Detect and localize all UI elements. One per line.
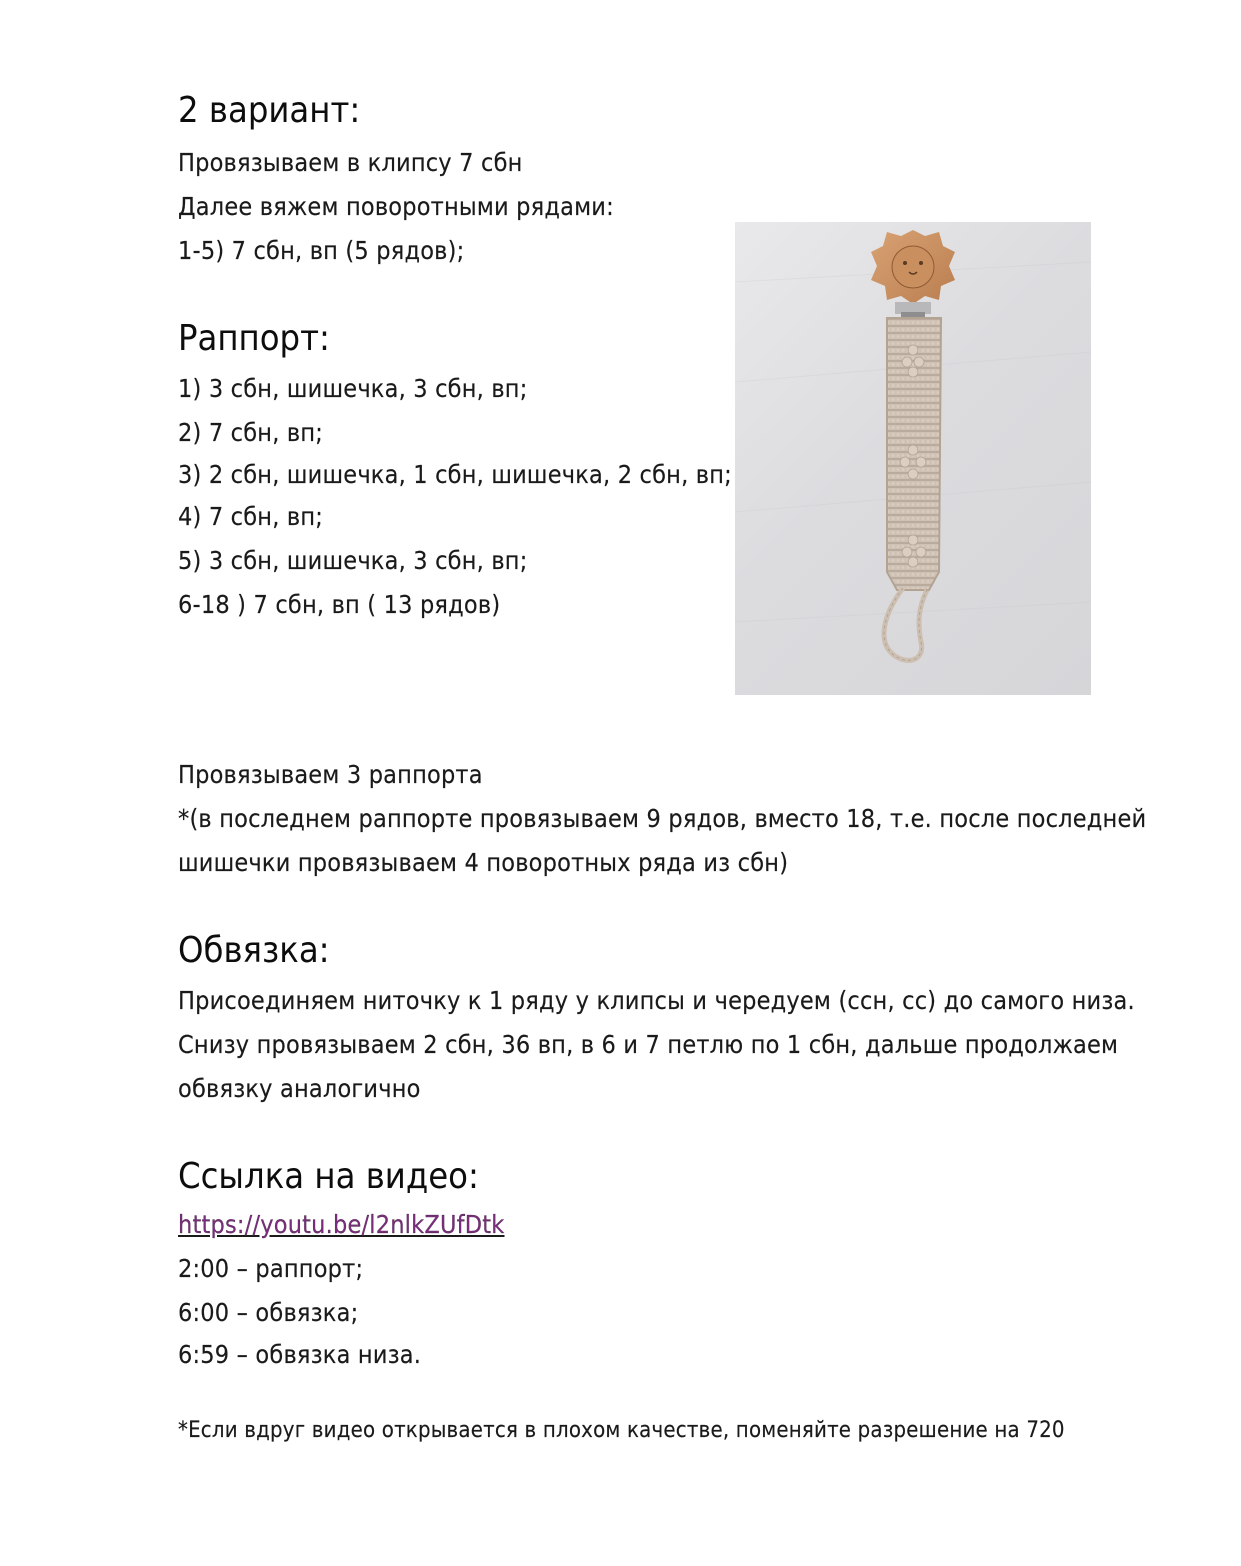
video-title: Ссылка на видео: <box>178 1156 479 1197</box>
edging-line-1: Присоединяем ниточку к 1 ряду у клипсы и чередуем (ссн, сс) до самого низа. <box>178 986 1135 1015</box>
rapport-line-1: 1) 3 сбн, шишечка, 3 сбн, вп; <box>178 374 528 403</box>
repeat-line-2: *(в последнем раппорте провязываем 9 рядов, вместо 18, т.е. после последней <box>178 804 1147 833</box>
rapport-line-3: 3) 2 сбн, шишечка, 1 сбн, шишечка, 2 сбн, вп; <box>178 460 732 489</box>
timestamp-edging: 6:00 – обвязка; <box>178 1298 359 1327</box>
timestamp-edging-bottom: 6:59 – обвязка низа. <box>178 1340 422 1369</box>
repeat-line-1: Провязываем 3 раппорта <box>178 760 483 789</box>
wooden-clip <box>871 230 955 318</box>
rapport-line-6: 6-18 ) 7 сбн, вп ( 13 рядов) <box>178 590 501 619</box>
edging-line-3: обвязку аналогично <box>178 1074 421 1103</box>
variant-line-1: Провязываем в клипсу 7 сбн <box>178 148 523 177</box>
edging-line-2: Снизу провязываем 2 сбн, 36 вп, в 6 и 7 петлю по 1 сбн, дальше продолжаем <box>178 1030 1119 1059</box>
crochet-strap <box>884 318 941 660</box>
rapport-title: Раппорт: <box>178 318 330 359</box>
rapport-line-4: 4) 7 сбн, вп; <box>178 502 324 531</box>
rapport-line-2: 2) 7 сбн, вп; <box>178 418 324 447</box>
footnote: *Если вдруг видео открывается в плохом качестве, поменяйте разрешение на 720 <box>178 1418 1065 1443</box>
video-link[interactable]: https://youtu.be/l2nlkZUfDtk <box>178 1210 505 1239</box>
pacifier-clip-photo <box>735 222 1091 695</box>
edging-title: Обвязка: <box>178 930 330 971</box>
repeat-line-3: шишечки провязываем 4 поворотных ряда из сбн) <box>178 848 789 877</box>
rapport-line-5: 5) 3 сбн, шишечка, 3 сбн, вп; <box>178 546 528 575</box>
timestamp-rapport: 2:00 – раппорт; <box>178 1254 364 1283</box>
variant-title: 2 вариант: <box>178 90 361 131</box>
crochet-pacifier-holder-illustration <box>735 222 1091 695</box>
variant-line-3: 1-5) 7 сбн, вп (5 рядов); <box>178 236 465 265</box>
variant-line-2: Далее вяжем поворотными рядами: <box>178 192 614 221</box>
